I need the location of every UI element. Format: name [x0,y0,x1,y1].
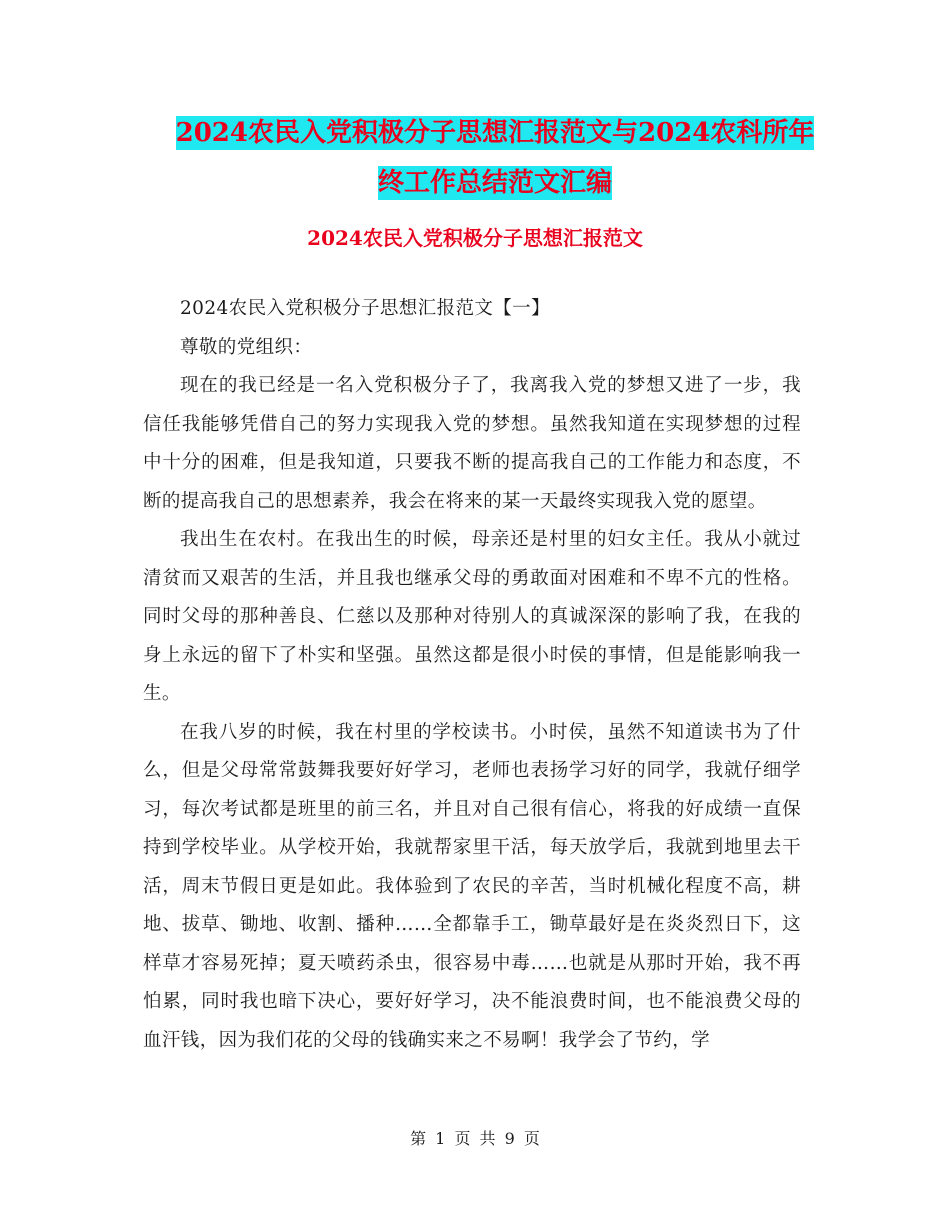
salutation: 尊敬的党组织： [180,336,313,358]
document-title-line2: 终工作总结范文汇编 [377,168,612,198]
subtitle: 2024农民入党积极分子思想汇报范文【一】 [180,298,550,319]
section-title: 2024农民入党积极分子思想汇报范文 [307,226,643,250]
paragraph: 在我八岁的时候，我在村里的学校读书。小时侯，虽然不知道读书为了什么，但是父母常常鼓舞我要好好学习，老师也表扬学习好的同学，我就仔细学习，每次考试都是班里的前三名，并且对自己很有信心，将我的好成绩一直保持到学校毕业。从学校开始，我就帮家里干活，每天放学后，我就到地里去干活，周末节假日更是如此。我体验到了农民的辛苦，当时机械化程度不高，耕地、拔草、锄地、收割、播种……全都靠手工，锄草最好是在炎炎烈日下，这样草才容易死掉；夏天喷药杀虫，很容易中毒……也就是从那时开始，我不再怕累，同时我也暗下决心，要好好学习，决不能浪费时间，也不能浪费父母的血汗钱，因为我们花的父母的钱确实来之不易啊！我学会了节约，学 [143,721,801,1051]
page-number-footer: 第 1 页 共 9 页 [410,1129,540,1148]
paragraph: 现在的我已经是一名入党积极分子了，我离我入党的梦想又进了一步，我信任我能够凭借自己的努力实现我入党的梦想。虽然我知道在实现梦想的过程中十分的困难，但是我知道，只要我不断的提高我自己的工作能力和态度，不断的提高我自己的思想素养，我会在将来的某一天最终实现我入党的愿望。 [143,375,801,512]
paragraph: 我出生在农村。在我出生的时候，母亲还是村里的妇女主任。我从小就过清贫而又艰苦的生活，并且我也继承父母的勇敢面对困难和不卑不亢的性格。同时父母的那种善良、仁慈以及那种对待别人的真诚深深的影响了我，在我的身上永远的留下了朴实和坚强。虽然这都是很小时侯的事情，但是能影响我一生。 [143,529,801,704]
document-title [100,108,890,208]
document-body [143,290,801,1060]
document-title-line1: 2024农民入党积极分子思想汇报范文与2024农科所年 [175,118,815,148]
